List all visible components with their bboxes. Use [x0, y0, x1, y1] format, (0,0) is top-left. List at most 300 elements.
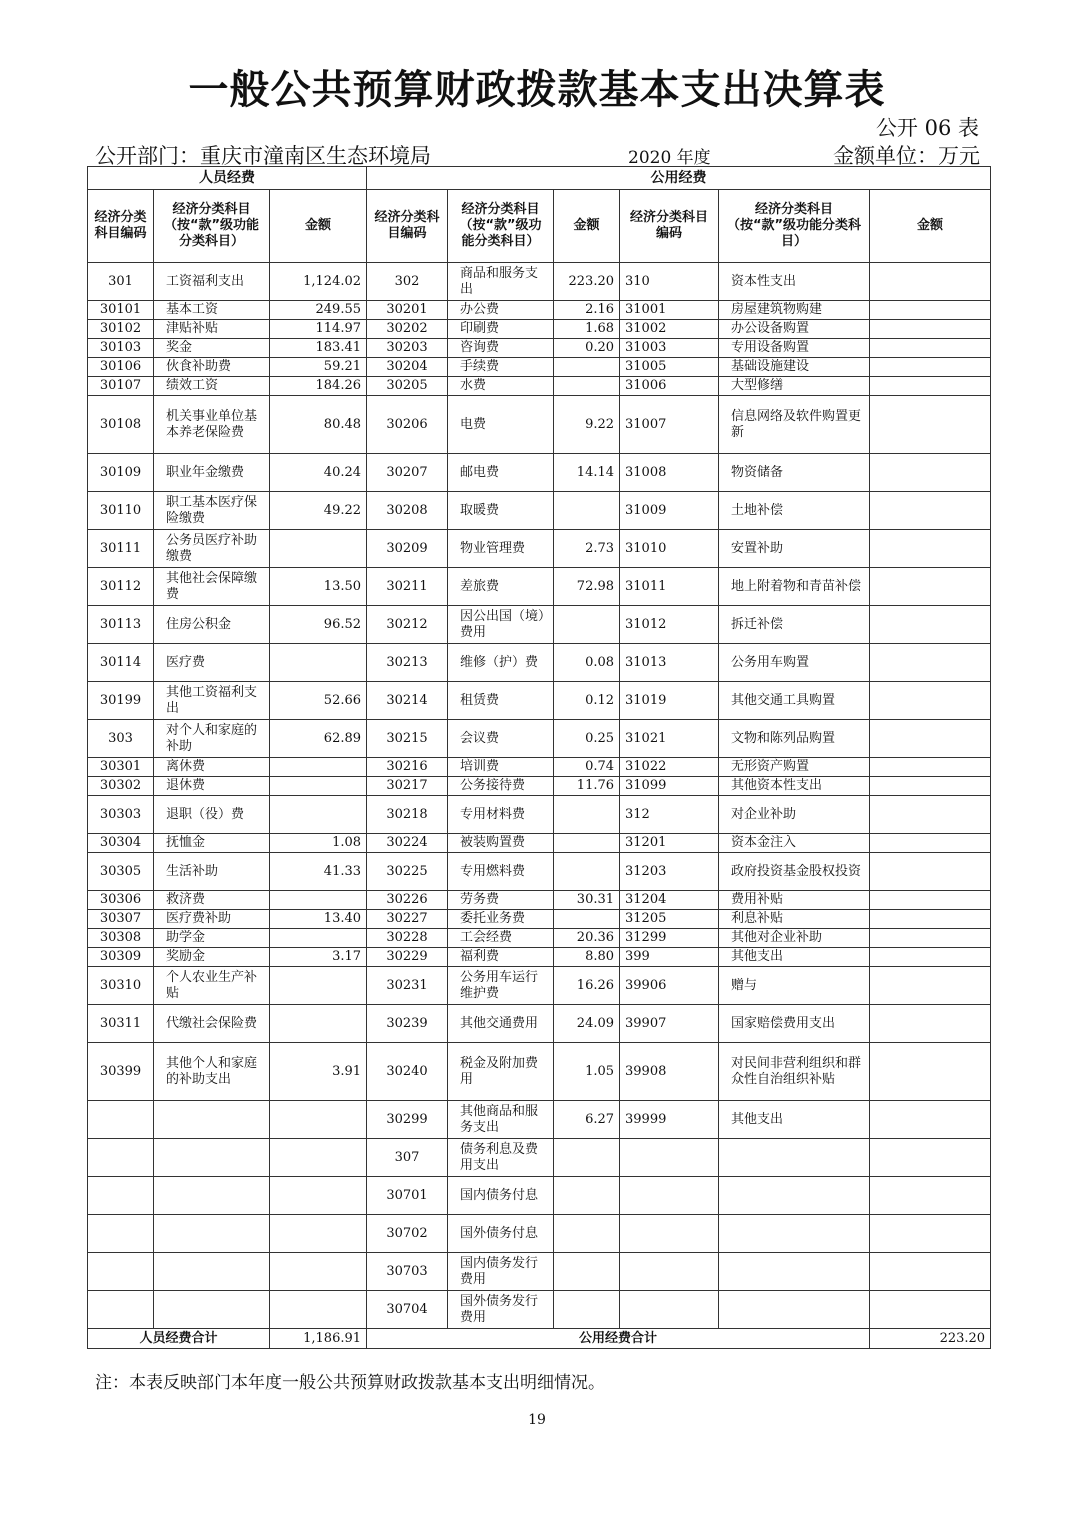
goods-code: 302 [367, 263, 448, 301]
personnel-item: 医疗费补助 [154, 910, 270, 929]
goods-code: 30211 [367, 568, 448, 606]
capital-item [719, 1253, 870, 1291]
personnel-code: 303 [88, 720, 154, 758]
capital-item: 利息补贴 [719, 910, 870, 929]
capital-code: 31204 [620, 891, 719, 910]
personnel-amount: 41.33 [270, 853, 367, 891]
personnel-amount: 3.91 [270, 1043, 367, 1101]
goods-code: 30217 [367, 777, 448, 796]
personnel-item [154, 1139, 270, 1177]
capital-item: 办公设备购置 [719, 320, 870, 339]
goods-amount: 72.98 [554, 568, 620, 606]
capital-item: 文物和陈列品购置 [719, 720, 870, 758]
capital-item: 物资储备 [719, 454, 870, 492]
table-row [88, 606, 991, 644]
goods-amount [554, 853, 620, 891]
capital-code: 39908 [620, 1043, 719, 1101]
goods-code: 30212 [367, 606, 448, 644]
goods-code: 30207 [367, 454, 448, 492]
goods-amount: 8.80 [554, 948, 620, 967]
capital-item [719, 1215, 870, 1253]
public-total-label: 公用经费合计 [367, 1329, 870, 1349]
table-row [88, 682, 991, 720]
personnel-amount [270, 758, 367, 777]
goods-item: 手续费 [448, 358, 554, 377]
goods-item: 邮电费 [448, 454, 554, 492]
capital-item [719, 1177, 870, 1215]
section-public: 公用经费 [367, 167, 991, 190]
capital-code: 399 [620, 948, 719, 967]
capital-item: 地上附着物和青苗补偿 [719, 568, 870, 606]
personnel-item: 公务员医疗补助缴费 [154, 530, 270, 568]
fiscal-year: 2020 年度 [628, 148, 711, 168]
personnel-item: 离休费 [154, 758, 270, 777]
personnel-item: 医疗费 [154, 644, 270, 682]
personnel-code: 30305 [88, 853, 154, 891]
report-title: 一般公共预算财政拨款基本支出决算表 [188, 67, 886, 113]
capital-amount [870, 967, 991, 1005]
personnel-item: 救济费 [154, 891, 270, 910]
goods-code: 30226 [367, 891, 448, 910]
goods-item: 培训费 [448, 758, 554, 777]
personnel-code: 30310 [88, 967, 154, 1005]
goods-amount: 16.26 [554, 967, 620, 1005]
personnel-amount [270, 644, 367, 682]
personnel-code: 30114 [88, 644, 154, 682]
personnel-code: 30103 [88, 339, 154, 358]
capital-code: 31099 [620, 777, 719, 796]
capital-item: 其他交通工具购置 [719, 682, 870, 720]
goods-amount: 24.09 [554, 1005, 620, 1043]
goods-code: 30704 [367, 1291, 448, 1329]
goods-item: 公务接待费 [448, 777, 554, 796]
personnel-item: 其他工资福利支出 [154, 682, 270, 720]
capital-item: 其他支出 [719, 1101, 870, 1139]
goods-amount: 30.31 [554, 891, 620, 910]
goods-item: 咨询费 [448, 339, 554, 358]
personnel-item: 奖金 [154, 339, 270, 358]
table-row [88, 1101, 991, 1139]
personnel-item: 个人农业生产补贴 [154, 967, 270, 1005]
personnel-code: 30301 [88, 758, 154, 777]
capital-code: 31021 [620, 720, 719, 758]
goods-code: 30231 [367, 967, 448, 1005]
goods-amount [554, 492, 620, 530]
capital-amount [870, 1291, 991, 1329]
goods-item: 被装购置费 [448, 834, 554, 853]
goods-amount [554, 1215, 620, 1253]
capital-amount [870, 454, 991, 492]
capital-item: 拆迁补偿 [719, 606, 870, 644]
personnel-code: 30311 [88, 1005, 154, 1043]
goods-item: 物业管理费 [448, 530, 554, 568]
capital-amount [870, 1005, 991, 1043]
table-row [88, 358, 991, 377]
personnel-amount [270, 796, 367, 834]
table-row [88, 301, 991, 320]
personnel-code: 30399 [88, 1043, 154, 1101]
capital-item: 对民间非营利组织和群众性自治组织补贴 [719, 1043, 870, 1101]
table-row [88, 339, 991, 358]
header-capital-code: 经济分类科目编码 [620, 190, 719, 263]
capital-code: 31012 [620, 606, 719, 644]
capital-item: 公务用车购置 [719, 644, 870, 682]
personnel-item: 奖励金 [154, 948, 270, 967]
capital-code: 31001 [620, 301, 719, 320]
goods-amount: 1.68 [554, 320, 620, 339]
section-personnel: 人员经费 [88, 167, 367, 190]
report-meta [95, 140, 980, 166]
personnel-code: 30101 [88, 301, 154, 320]
goods-code: 30202 [367, 320, 448, 339]
goods-amount: 9.22 [554, 396, 620, 454]
goods-code: 30205 [367, 377, 448, 396]
capital-item: 房屋建筑物购建 [719, 301, 870, 320]
table-row [88, 967, 991, 1005]
goods-code: 30240 [367, 1043, 448, 1101]
table-row [88, 396, 991, 454]
goods-amount [554, 1253, 620, 1291]
header-personnel-code: 经济分类科目编码 [88, 190, 154, 263]
capital-amount [870, 834, 991, 853]
capital-item: 无形资产购置 [719, 758, 870, 777]
personnel-item [154, 1253, 270, 1291]
goods-item: 委托业务费 [448, 910, 554, 929]
goods-code: 30214 [367, 682, 448, 720]
personnel-code: 30113 [88, 606, 154, 644]
goods-item: 专用燃料费 [448, 853, 554, 891]
goods-code: 30216 [367, 758, 448, 777]
goods-amount: 0.12 [554, 682, 620, 720]
goods-code: 30227 [367, 910, 448, 929]
capital-code [620, 1177, 719, 1215]
capital-item: 政府投资基金股权投资 [719, 853, 870, 891]
goods-amount: 6.27 [554, 1101, 620, 1139]
capital-amount [870, 358, 991, 377]
personnel-code: 30110 [88, 492, 154, 530]
table-row [88, 1253, 991, 1291]
capital-amount [870, 853, 991, 891]
personnel-item: 生活补助 [154, 853, 270, 891]
capital-item: 安置补助 [719, 530, 870, 568]
table-row [88, 263, 991, 301]
public-total-value: 223.20 [870, 1329, 991, 1349]
table-row [88, 796, 991, 834]
goods-code: 30204 [367, 358, 448, 377]
goods-amount: 1.05 [554, 1043, 620, 1101]
goods-amount [554, 377, 620, 396]
personnel-code [88, 1101, 154, 1139]
personnel-item: 抚恤金 [154, 834, 270, 853]
capital-amount [870, 644, 991, 682]
personnel-item: 助学金 [154, 929, 270, 948]
form-number: 公开 06 表 [875, 116, 979, 140]
capital-code: 310 [620, 263, 719, 301]
expenditure-table [87, 166, 991, 1349]
capital-amount [870, 606, 991, 644]
goods-item: 工会经费 [448, 929, 554, 948]
goods-code: 30229 [367, 948, 448, 967]
personnel-code: 30111 [88, 530, 154, 568]
personnel-code: 30307 [88, 910, 154, 929]
capital-code: 31299 [620, 929, 719, 948]
personnel-amount: 62.89 [270, 720, 367, 758]
personnel-amount [270, 1253, 367, 1291]
personnel-item: 机关事业单位基本养老保险费 [154, 396, 270, 454]
capital-item: 大型修缮 [719, 377, 870, 396]
personnel-code: 30108 [88, 396, 154, 454]
goods-amount: 0.20 [554, 339, 620, 358]
capital-code [620, 1253, 719, 1291]
header-goods-code: 经济分类科目编码 [367, 190, 448, 263]
goods-item: 电费 [448, 396, 554, 454]
header-personnel-amount: 金额 [270, 190, 367, 263]
table-row [88, 929, 991, 948]
capital-item [719, 1139, 870, 1177]
personnel-amount [270, 929, 367, 948]
table-row [88, 777, 991, 796]
personnel-item: 代缴社会保险费 [154, 1005, 270, 1043]
goods-amount [554, 910, 620, 929]
goods-code: 30209 [367, 530, 448, 568]
capital-item: 信息网络及软件购置更新 [719, 396, 870, 454]
table-row [88, 377, 991, 396]
table-row [88, 948, 991, 967]
capital-amount [870, 1101, 991, 1139]
header-personnel-name: 经济分类科目（按“款”级功能分类科目） [154, 190, 270, 263]
capital-amount [870, 758, 991, 777]
table-row [88, 758, 991, 777]
personnel-item: 绩效工资 [154, 377, 270, 396]
goods-amount: 0.25 [554, 720, 620, 758]
capital-item [719, 1291, 870, 1329]
amount-unit: 金额单位：万元 [833, 144, 980, 168]
goods-item: 因公出国（境）费用 [448, 606, 554, 644]
capital-amount [870, 1253, 991, 1291]
capital-item: 其他资本性支出 [719, 777, 870, 796]
goods-amount [554, 1177, 620, 1215]
personnel-code: 30309 [88, 948, 154, 967]
personnel-amount: 52.66 [270, 682, 367, 720]
capital-amount [870, 929, 991, 948]
personnel-item [154, 1291, 270, 1329]
capital-item: 费用补贴 [719, 891, 870, 910]
capital-amount [870, 682, 991, 720]
capital-code: 31010 [620, 530, 719, 568]
table-row [88, 1177, 991, 1215]
capital-code: 31003 [620, 339, 719, 358]
goods-item: 其他商品和服务支出 [448, 1101, 554, 1139]
personnel-amount [270, 891, 367, 910]
personnel-code [88, 1139, 154, 1177]
goods-amount [554, 1139, 620, 1177]
goods-item: 国内债务发行费用 [448, 1253, 554, 1291]
table-row [88, 891, 991, 910]
header-capital-amount: 金额 [870, 190, 991, 263]
personnel-amount: 114.97 [270, 320, 367, 339]
capital-code: 39906 [620, 967, 719, 1005]
table-row [88, 320, 991, 339]
table-row [88, 1291, 991, 1329]
goods-code: 30228 [367, 929, 448, 948]
goods-amount [554, 796, 620, 834]
personnel-item: 其他社会保障缴费 [154, 568, 270, 606]
capital-amount [870, 1139, 991, 1177]
goods-amount: 0.74 [554, 758, 620, 777]
capital-code: 31009 [620, 492, 719, 530]
capital-code: 31008 [620, 454, 719, 492]
goods-code: 30299 [367, 1101, 448, 1139]
goods-amount: 223.20 [554, 263, 620, 301]
personnel-item: 基本工资 [154, 301, 270, 320]
personnel-item [154, 1215, 270, 1253]
personnel-amount: 13.40 [270, 910, 367, 929]
capital-amount [870, 339, 991, 358]
personnel-item: 退休费 [154, 777, 270, 796]
personnel-item: 津贴补贴 [154, 320, 270, 339]
goods-code: 30239 [367, 1005, 448, 1043]
capital-code: 31007 [620, 396, 719, 454]
personnel-code [88, 1215, 154, 1253]
goods-amount: 20.36 [554, 929, 620, 948]
personnel-item: 工资福利支出 [154, 263, 270, 301]
personnel-amount [270, 777, 367, 796]
capital-amount [870, 1215, 991, 1253]
capital-amount [870, 910, 991, 929]
personnel-code: 30106 [88, 358, 154, 377]
goods-code: 30213 [367, 644, 448, 682]
personnel-code [88, 1177, 154, 1215]
capital-code: 31205 [620, 910, 719, 929]
personnel-amount [270, 1005, 367, 1043]
capital-code: 31201 [620, 834, 719, 853]
totals-row [88, 1329, 991, 1349]
capital-item: 资本金注入 [719, 834, 870, 853]
personnel-code: 30112 [88, 568, 154, 606]
capital-item: 土地补偿 [719, 492, 870, 530]
personnel-item [154, 1177, 270, 1215]
personnel-amount: 49.22 [270, 492, 367, 530]
department-label: 公开部门：重庆市潼南区生态环境局 [95, 144, 431, 168]
personnel-item: 对个人和家庭的补助 [154, 720, 270, 758]
goods-code: 30225 [367, 853, 448, 891]
goods-item: 取暖费 [448, 492, 554, 530]
goods-item: 劳务费 [448, 891, 554, 910]
personnel-item: 职工基本医疗保险缴费 [154, 492, 270, 530]
capital-code: 31019 [620, 682, 719, 720]
goods-item: 差旅费 [448, 568, 554, 606]
table-row [88, 1139, 991, 1177]
capital-code [620, 1215, 719, 1253]
personnel-code: 30308 [88, 929, 154, 948]
personnel-total-label: 人员经费合计 [88, 1329, 270, 1349]
goods-amount [554, 358, 620, 377]
goods-item: 印刷费 [448, 320, 554, 339]
personnel-amount: 80.48 [270, 396, 367, 454]
capital-amount [870, 891, 991, 910]
goods-amount: 11.76 [554, 777, 620, 796]
capital-amount [870, 1177, 991, 1215]
table-row [88, 910, 991, 929]
table-row [88, 492, 991, 530]
capital-item: 资本性支出 [719, 263, 870, 301]
table-row [88, 720, 991, 758]
personnel-code: 30302 [88, 777, 154, 796]
personnel-amount: 96.52 [270, 606, 367, 644]
goods-item: 会议费 [448, 720, 554, 758]
goods-item: 水费 [448, 377, 554, 396]
capital-item: 其他对企业补助 [719, 929, 870, 948]
personnel-item [154, 1101, 270, 1139]
capital-code: 39999 [620, 1101, 719, 1139]
capital-amount [870, 777, 991, 796]
goods-code: 307 [367, 1139, 448, 1177]
goods-code: 30208 [367, 492, 448, 530]
goods-amount: 14.14 [554, 454, 620, 492]
personnel-code [88, 1253, 154, 1291]
capital-item: 其他支出 [719, 948, 870, 967]
capital-item: 对企业补助 [719, 796, 870, 834]
goods-item: 商品和服务支出 [448, 263, 554, 301]
personnel-amount: 13.50 [270, 568, 367, 606]
goods-item: 公务用车运行维护费 [448, 967, 554, 1005]
goods-item: 债务利息及费用支出 [448, 1139, 554, 1177]
header-goods-amount: 金额 [554, 190, 620, 263]
personnel-amount: 40.24 [270, 454, 367, 492]
goods-amount [554, 834, 620, 853]
capital-amount [870, 948, 991, 967]
personnel-amount: 184.26 [270, 377, 367, 396]
personnel-amount [270, 1215, 367, 1253]
goods-code: 30702 [367, 1215, 448, 1253]
table-row [88, 834, 991, 853]
goods-item: 维修（护）费 [448, 644, 554, 682]
header-capital-name: 经济分类科目（按“款”级功能分类科目） [719, 190, 870, 263]
capital-code: 31011 [620, 568, 719, 606]
table-row [88, 454, 991, 492]
footnote: 注：本表反映部门本年度一般公共预算财政拨款基本支出明细情况。 [95, 1373, 605, 1393]
personnel-item: 职业年金缴费 [154, 454, 270, 492]
personnel-amount [270, 967, 367, 1005]
personnel-amount [270, 530, 367, 568]
goods-item: 其他交通费用 [448, 1005, 554, 1043]
personnel-item: 退职（役）费 [154, 796, 270, 834]
goods-code: 30201 [367, 301, 448, 320]
capital-item: 基础设施建设 [719, 358, 870, 377]
table-row [88, 1005, 991, 1043]
goods-amount: 0.08 [554, 644, 620, 682]
capital-code [620, 1139, 719, 1177]
goods-code: 30206 [367, 396, 448, 454]
capital-amount [870, 1043, 991, 1101]
goods-item: 税金及附加费用 [448, 1043, 554, 1101]
goods-amount: 2.16 [554, 301, 620, 320]
goods-code: 30203 [367, 339, 448, 358]
capital-code: 31203 [620, 853, 719, 891]
goods-code: 30224 [367, 834, 448, 853]
goods-amount [554, 1291, 620, 1329]
goods-amount [554, 606, 620, 644]
personnel-code [88, 1291, 154, 1329]
table-row [88, 644, 991, 682]
page-number: 19 [528, 1412, 546, 1428]
goods-amount: 2.73 [554, 530, 620, 568]
personnel-item: 伙食补助费 [154, 358, 270, 377]
goods-code: 30215 [367, 720, 448, 758]
personnel-code: 301 [88, 263, 154, 301]
capital-amount [870, 320, 991, 339]
capital-code [620, 1291, 719, 1329]
